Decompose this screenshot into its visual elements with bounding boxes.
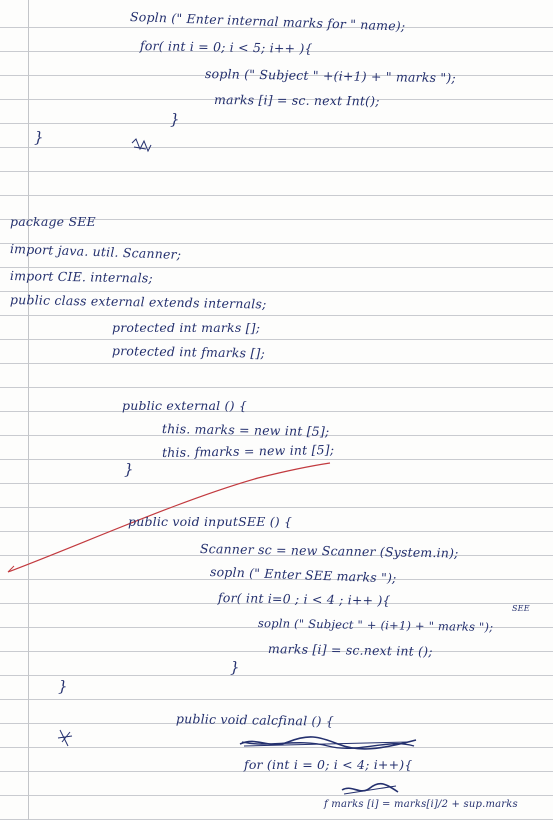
code-line: protected int marks []; — [112, 320, 261, 335]
scribble-mark — [56, 728, 76, 748]
code-line: marks [i] = sc. next Int(); — [213, 92, 380, 109]
crossed-out-text — [238, 734, 418, 752]
code-line: for( int i=0 ; i < 4 ; i++ ){ — [217, 590, 391, 609]
code-line: package SEE — [10, 214, 96, 229]
code-line: } — [34, 128, 44, 146]
code-line: f marks [i] = marks[i]/2 + sup.marks — [324, 799, 518, 810]
code-line: protected int fmarks []; — [111, 343, 266, 361]
code-line: this. fmarks = new int [5]; — [161, 441, 335, 460]
code-line: sopln (" Subject " + (i+1) + " marks "); — [257, 616, 494, 635]
code-line: sopln (" Subject " +(i+1) + " marks "); — [204, 66, 456, 86]
code-annotation: SEE — [512, 604, 530, 613]
code-line: Scanner sc = new Scanner (System.in); — [199, 541, 459, 561]
code-line: sopln (" Enter SEE marks "); — [209, 564, 397, 586]
code-line: marks [i] = sc.next int (); — [267, 641, 433, 659]
scribble-mark — [130, 137, 154, 155]
code-line: import CIE. internals; — [9, 268, 154, 286]
code-line: import java. util. Scanner; — [9, 241, 182, 262]
code-line: for (int i = 0; i < 4; i++){ — [244, 757, 413, 772]
code-line: public external () { — [122, 398, 248, 413]
code-line: } — [124, 460, 134, 478]
code-line: public class external extends internals; — [9, 292, 267, 312]
code-line: Sopln (" Enter internal marks for " name); — [129, 9, 406, 34]
code-line: } — [170, 110, 180, 128]
crossed-out-text — [340, 782, 400, 798]
code-line: public void calcfinal () { — [175, 711, 335, 729]
code-line: public void inputSEE () { — [128, 514, 293, 529]
code-line: this. marks = new int [5]; — [161, 421, 330, 439]
code-line: } — [58, 677, 68, 695]
code-line: for( int i = 0; i < 5; i++ ){ — [139, 38, 313, 57]
code-line: } — [230, 658, 240, 676]
